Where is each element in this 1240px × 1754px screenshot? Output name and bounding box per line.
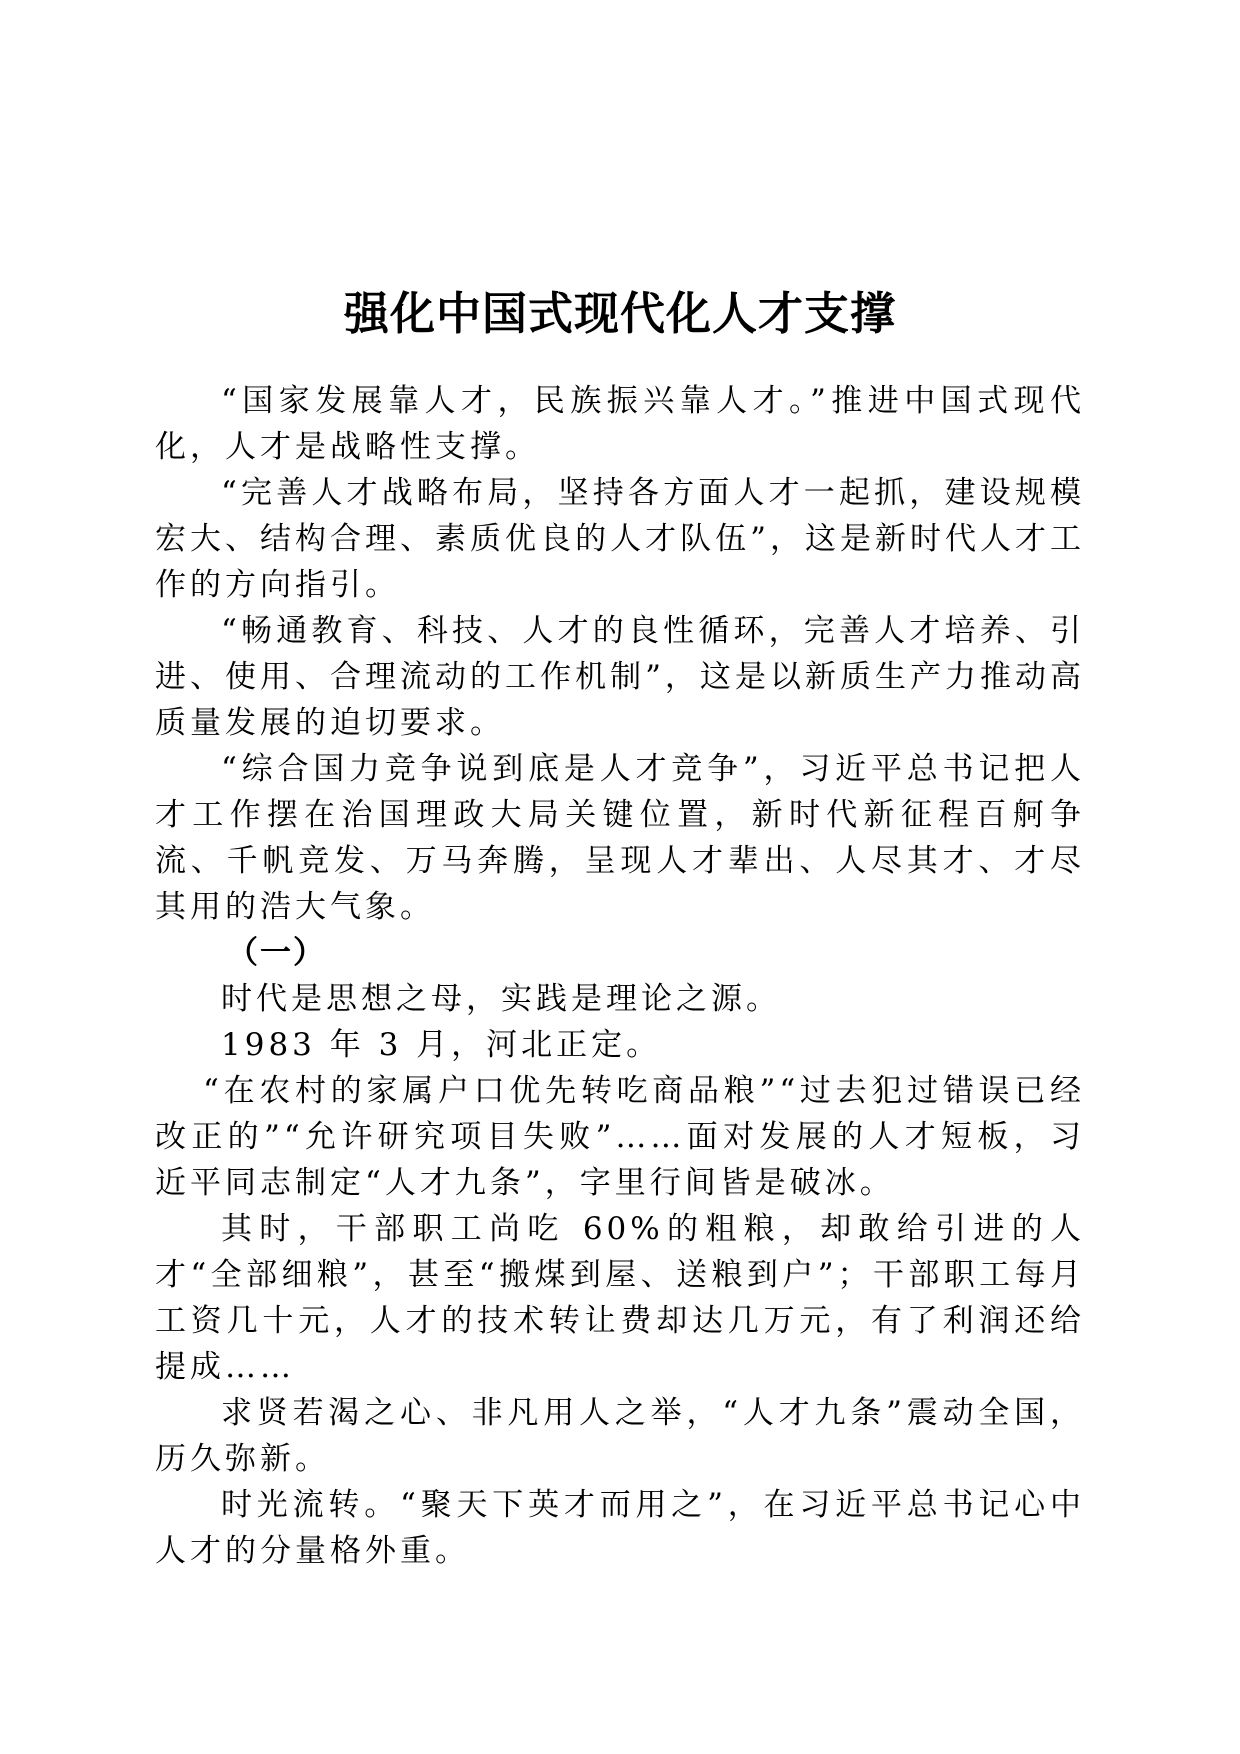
section-heading: （一） [227,935,326,971]
paragraph: “畅通教育、科技、人才的良性循环，完善人才培养、引进、使用、合理流动的工作机制”，这是以新质生产力推动高质量发展的迫切要求。 [155,613,1085,741]
paragraph: “完善人才战略布局，坚持各方面人才一起抓，建设规模宏大、结构合理、素质优良的人才队伍”，这是新时代人才工作的方向指引。 [155,475,1085,603]
paragraph: 1983 年 3 月，河北正定。 [221,1027,662,1063]
paragraph: “综合国力竞争说到底是人才竞争”，习近平总书记把人才工作摆在治国理政大局关键位置，新时代新征程百舸争流、千帆竞发、万马奔腾，呈现人才辈出、人尽其才、才尽其用的浩大气象。 [155,751,1085,925]
document-title: 强化中国式现代化人才支撑 [343,287,896,341]
paragraph: “在农村的家属户口优先转吃商品粮”“过去犯过错误已经改正的”“允许研究项目失败”……面对发展的人才短板，习近平同志制定“人才九条”，字里行间皆是破冰。 [155,1073,1085,1201]
paragraph: 时光流转。“聚天下英才而用之”，在习近平总书记心中人才的分量格外重。 [155,1487,1085,1569]
document-body [155,378,1085,1574]
paragraph: 求贤若渴之心、非凡用人之举，“人才九条”震动全国，历久弥新。 [155,1395,1085,1477]
paragraph: “国家发展靠人才，民族振兴靠人才。”推进中国式现代化，人才是战略性支撑。 [155,383,1085,465]
paragraph: 其时，干部职工尚吃 60%的粗粮，却敢给引进的人才“全部细粮”，甚至“搬煤到屋、送粮到户”；干部职工每月工资几十元，人才的技术转让费却达几万元，有了利润还给提成…… [155,1211,1085,1385]
paragraph: 时代是思想之母，实践是理论之源。 [221,981,781,1017]
